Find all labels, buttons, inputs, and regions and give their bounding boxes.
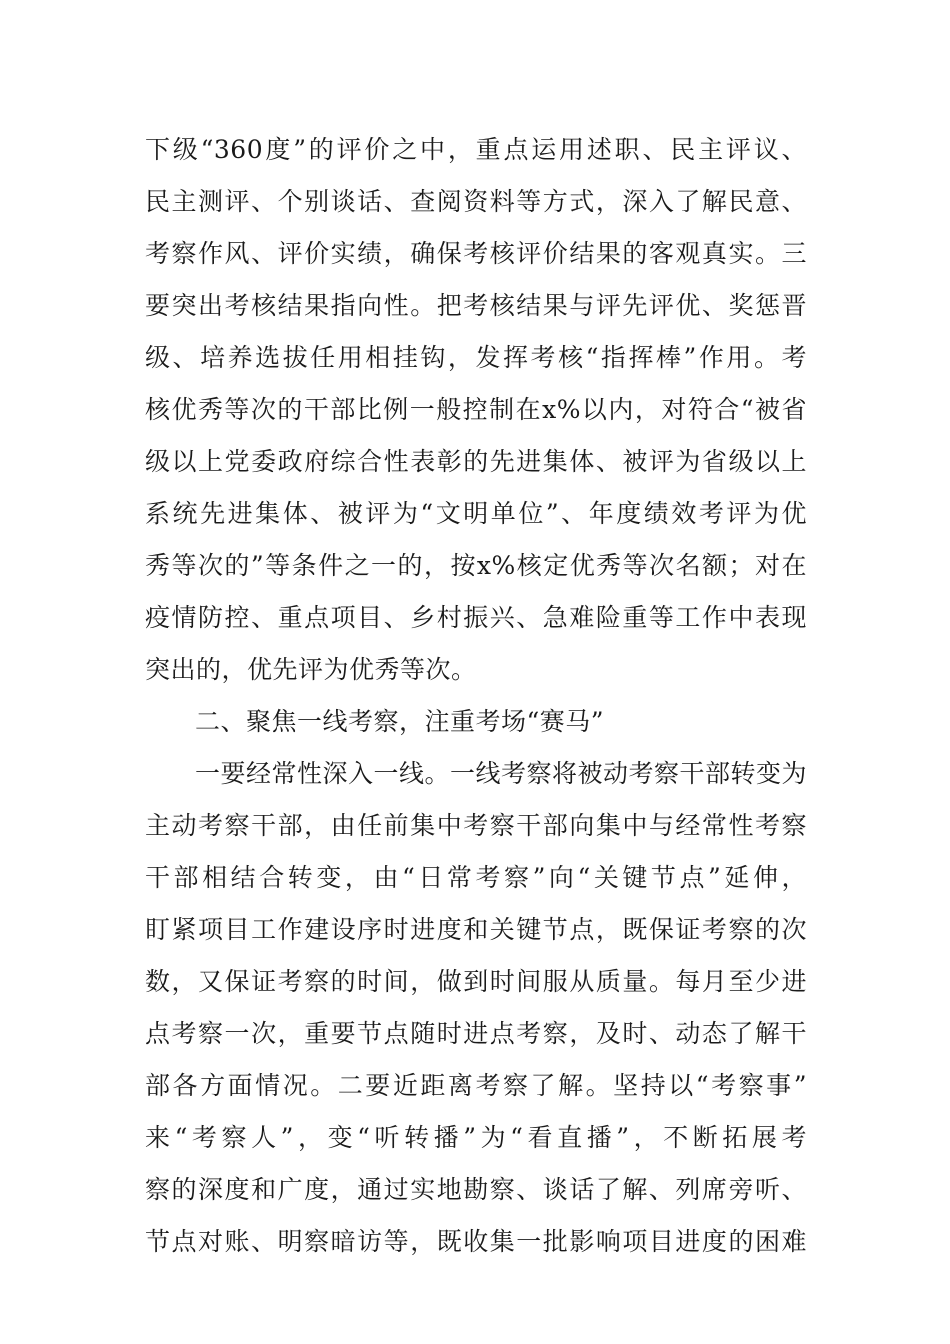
- body-text: [145, 124, 807, 1268]
- text-line: 级、培养选拔任用相挂钩，发挥考核“指挥棒”作用。考: [145, 343, 807, 372]
- text-line: 疫情防控、重点项目、乡村振兴、急难险重等工作中表现: [145, 603, 807, 632]
- text-line: 节点对账、明察暗访等，既收集一批影响项目进度的困难: [145, 1227, 807, 1256]
- text-line: 部各方面情况。二要近距离考察了解。坚持以“考察事”: [145, 1071, 807, 1100]
- text-line: 干部相结合转变，由“日常考察”向“关键节点”延伸，: [145, 863, 807, 892]
- text-line: 要突出考核结果指向性。把考核结果与评先评优、奖惩晋: [145, 291, 807, 320]
- text-line: 级以上党委政府综合性表彰的先进集体、被评为省级以上: [145, 447, 807, 476]
- section-heading: 二、聚焦一线考察，注重考场“赛马”: [195, 707, 605, 736]
- text-line: 民主测评、个别谈话、查阅资料等方式，深入了解民意、: [145, 187, 807, 216]
- text-line: 点考察一次，重要节点随时进点考察，及时、动态了解干: [145, 1019, 807, 1048]
- text-line: 突出的，优先评为优秀等次。: [145, 655, 477, 684]
- text-line: 秀等次的”等条件之一的，按x%核定优秀等次名额；对在: [145, 551, 807, 580]
- text-line: 盯紧项目工作建设序时进度和关键节点，既保证考察的次: [145, 915, 807, 944]
- text-line: 察的深度和广度，通过实地勘察、谈话了解、列席旁听、: [145, 1175, 807, 1204]
- text-line: 数，又保证考察的时间，做到时间服从质量。每月至少进: [145, 967, 807, 996]
- text-line: 来“考察人”，变“听转播”为“看直播”，不断拓展考: [145, 1123, 807, 1152]
- text-line: 考察作风、评价实绩，确保考核评价结果的客观真实。三: [145, 239, 807, 268]
- text-line: 系统先进集体、被评为“文明单位”、年度绩效考评为优: [145, 499, 807, 528]
- text-line: 主动考察干部，由任前集中考察干部向集中与经常性考察: [145, 811, 807, 840]
- text-line: 一要经常性深入一线。一线考察将被动考察干部转变为: [195, 759, 808, 788]
- text-line: 下级“360度”的评价之中，重点运用述职、民主评议、: [145, 135, 807, 164]
- text-line: 核优秀等次的干部比例一般控制在x%以内，对符合“被省: [145, 395, 807, 424]
